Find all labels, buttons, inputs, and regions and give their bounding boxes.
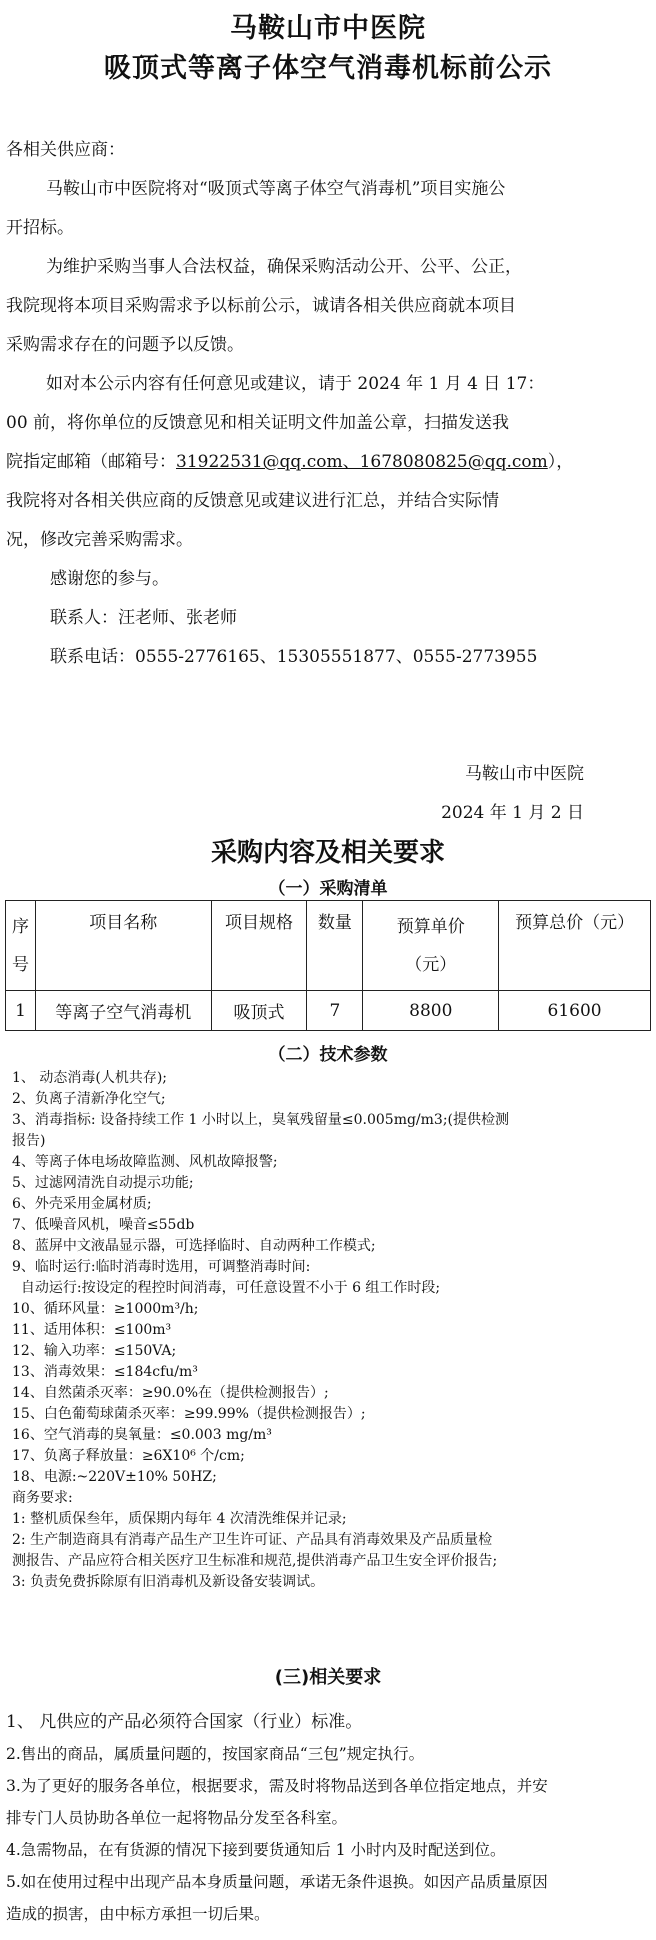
contact-phone: 联系电话：0555-2776165、15305551877、0555-2773955: [50, 647, 538, 667]
tech-line: 14、自然菌杀灭率：≥90.0%在（提供检测报告）;: [12, 1385, 329, 1401]
section-main-title: 采购内容及相关要求: [210, 838, 445, 868]
paragraph-2-line-1: 为维护采购当事人合法权益，确保采购活动公开、公平、公正，: [46, 257, 522, 277]
header-qty: 数量: [307, 901, 363, 991]
cell-seq: 1: [6, 991, 36, 1031]
table-row: [6, 991, 651, 1031]
tech-line: 2、负离子清新净化空气;: [12, 1091, 166, 1107]
paragraph-1-line-2: 开招标。: [6, 218, 74, 238]
requirements-title: (三)相关要求: [274, 1667, 382, 1688]
tech-line: 5、过滤网清洗自动提示功能;: [12, 1175, 194, 1191]
contact-person: 联系人：汪老师、张老师: [50, 608, 237, 628]
tech-line: 3: 负责免费拆除原有旧消毒机及新设备安装调试。: [12, 1574, 325, 1590]
header-name: 项目名称: [35, 901, 211, 991]
signature-date: 2024 年 1 月 2 日: [441, 803, 584, 823]
email-trail-text: ），: [547, 452, 574, 472]
tech-line: 18、电源:~220V±10% 50HZ;: [12, 1469, 217, 1485]
procurement-table: [5, 900, 651, 1031]
header-spec: 项目规格: [211, 901, 307, 991]
tech-line: 自动运行:按设定的程控时间消毒，可任意设置不小于 6 组工作时段;: [12, 1280, 441, 1296]
tech-line: 2: 生产制造商具有消毒产品生产卫生许可证、产品具有消毒效果及产品质量检: [12, 1532, 493, 1548]
header-seq: 序 号: [6, 901, 36, 991]
tech-line: 7、低噪音风机，噪音≤55db: [12, 1217, 195, 1233]
paragraph-2-line-3: 采购需求存在的问题予以反馈。: [6, 335, 244, 355]
tech-line: 商务要求:: [12, 1490, 73, 1506]
cell-unit-price: 8800: [363, 991, 499, 1031]
email-addresses-link[interactable]: 31922531@qq.com、1678080825@qq.com: [176, 452, 548, 472]
tech-line: 测报告、产品应符合相关医疗卫生标准和规范,提供消毒产品卫生安全评价报告;: [12, 1553, 498, 1569]
thanks-text: 感谢您的参与。: [50, 569, 169, 589]
salutation: 各相关供应商：: [6, 140, 125, 160]
paragraph-2-line-2: 我院现将本项目采购需求予以标前公示，诚请各相关供应商就本项目: [6, 296, 516, 316]
cell-qty: 7: [307, 991, 363, 1031]
paragraph-3-line-2: 00 前，将你单位的反馈意见和相关证明文件加盖公章，扫描发送我: [6, 413, 510, 433]
paragraph-3-line-1: 如对本公示内容有任何意见或建议，请于 2024 年 1 月 4 日 17：: [46, 374, 545, 394]
tech-line: 15、白色葡萄球菌杀灭率：≥99.99%（提供检测报告）;: [12, 1406, 366, 1422]
paragraph-1-line-1: 马鞍山市中医院将对“吸顶式等离子体空气消毒机”项目实施公: [46, 179, 506, 199]
cell-total: 61600: [499, 991, 651, 1031]
tech-line: 12、输入功率：≤150VA;: [12, 1343, 177, 1359]
tech-line: 3、消毒指标: 设备持续工作 1 小时以上，臭氧残留量≤0.005mg/m3;(提供检测: [12, 1112, 510, 1128]
requirement-line: 1、 凡供应的产品必须符合国家（行业）标准。: [6, 1712, 363, 1732]
tech-line: 13、消毒效果：≤184cfu/m³: [12, 1364, 198, 1380]
tech-line: 17、负离子释放量：≥6X10⁶ 个/cm;: [12, 1448, 245, 1464]
tech-line: 16、空气消毒的臭氧量：≤0.003 mg/m³: [12, 1427, 272, 1443]
tech-line: 报告): [12, 1133, 46, 1149]
paragraph-3-line-4: 我院将对各相关供应商的反馈意见或建议进行汇总，并结合实际情: [6, 491, 499, 511]
tech-line: 11、适用体积：≤100m³: [12, 1322, 172, 1338]
cell-spec: 吸顶式: [211, 991, 307, 1031]
tech-line: 8、蓝屏中文液晶显示器，可选择临时、自动两种工作模式;: [12, 1238, 376, 1254]
requirement-line: 造成的损害，由中标方承担一切后果。: [6, 1905, 270, 1923]
tech-params-title: （二）技术参数: [268, 1045, 388, 1065]
email-lead-text: 院指定邮箱（邮箱号：: [6, 452, 176, 472]
header-total: 预算总价（元）: [499, 901, 651, 991]
notice-title: 吸顶式等离子体空气消毒机标前公示: [104, 53, 552, 84]
tech-line: 1: 整机质保叁年，质保期内每年 4 次清洗维保并记录;: [12, 1511, 347, 1527]
paragraph-3-line-3: [6, 443, 573, 482]
requirement-line: 3.为了更好的服务各单位，根据要求，需及时将物品送到各单位指定地点，并安: [6, 1777, 548, 1795]
tech-line: 10、循环风量：≥1000m³/h;: [12, 1301, 199, 1317]
table-header-row: [6, 901, 651, 991]
paragraph-3-line-5: 况，修改完善采购需求。: [6, 530, 193, 550]
tech-line: 6、外壳采用金属材质;: [12, 1196, 152, 1212]
tech-line: 4、等离子体电场故障监测、风机故障报警;: [12, 1154, 278, 1170]
requirement-line: 2.售出的商品，属质量问题的，按国家商品“三包”规定执行。: [6, 1745, 425, 1763]
tech-line: 1、 动态消毒(人机共存);: [12, 1070, 167, 1086]
hospital-title: 马鞍山市中医院: [230, 13, 426, 44]
cell-name: 等离子空气消毒机: [35, 991, 211, 1031]
header-unit-price: 预算单价 （元）: [363, 901, 499, 991]
requirement-line: 排专门人员协助各单位一起将物品分发至各科室。: [6, 1809, 348, 1827]
tech-line: 9、临时运行:临时消毒时选用，可调整消毒时间:: [12, 1259, 311, 1275]
procurement-list-title: （一）采购清单: [268, 879, 388, 899]
signature-org: 马鞍山市中医院: [465, 764, 584, 784]
requirement-line: 5.如在使用过程中出现产品本身质量问题，承诺无条件退换。如因产品质量原因: [6, 1873, 548, 1891]
requirement-line: 4.急需物品，在有货源的情况下接到要货通知后 1 小时内及时配送到位。: [6, 1841, 506, 1859]
